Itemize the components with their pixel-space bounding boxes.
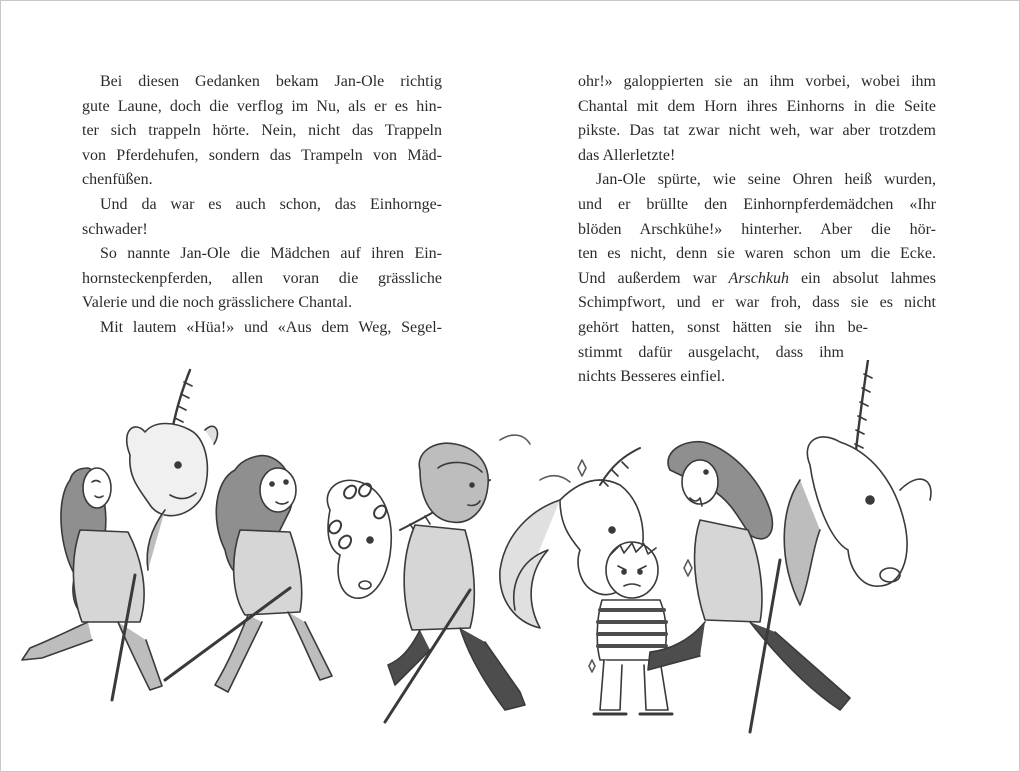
right-text-line: Chantal mit dem Horn ihres Einhorns in die Seite xyxy=(578,97,936,115)
left-text-column xyxy=(82,70,442,341)
left-text-line: von Pferdehufen, sondern das Trampeln von Mäd- xyxy=(82,146,442,164)
right-text-line: ohr!» galoppierten sie an ihm vorbei, wobei ihm xyxy=(578,73,936,90)
right-text-line: das Allerletzte! xyxy=(578,146,676,164)
left-text-line: Mit lautem «Hüa!» und «Aus dem Weg, Segel- xyxy=(100,318,442,336)
right-text-line: nichts Besseres einfiel. xyxy=(578,368,726,386)
left-text-line: Bei diesen Gedanken bekam Jan-Ole richtig xyxy=(100,73,442,90)
right-text-line: Und außerdem war Arschkuh ein absolut lahmes xyxy=(578,269,936,287)
right-text-line: gehört hatten, sonst hätten sie ihn be- xyxy=(578,318,868,336)
unicorn-riders-illustration xyxy=(0,360,1020,772)
unicorn-head-1 xyxy=(127,370,218,570)
left-text-line: gute Laune, doch die verflog im Nu, als er es hin- xyxy=(82,97,442,115)
girl-rider-1 xyxy=(22,468,162,700)
right-text-line: ten es nicht, denn sie waren schon um die Ecke. xyxy=(578,245,936,263)
right-text-line: stimmt dafür ausgelacht, dass ihm xyxy=(578,343,844,361)
left-text-line: So nannte Jan-Ole die Mädchen auf ihren Ein- xyxy=(100,245,442,263)
right-text-line: pikste. Das tat zwar nicht weh, war aber trotzdem xyxy=(578,122,936,140)
left-text-line: Valerie und die noch grässlichere Chantal. xyxy=(82,294,353,312)
left-text-line: chenfüßen. xyxy=(82,171,153,189)
left-text-line: schwader! xyxy=(82,220,148,238)
right-text-line: und er brüllte den Einhornpferdemädchen «Ihr xyxy=(578,195,936,213)
boy-jan-ole xyxy=(594,542,672,714)
right-text-line: Schimpfwort, und er war froh, dass sie es nicht xyxy=(578,294,936,312)
left-text-line: hornsteckenpferden, allen voran die grässliche xyxy=(82,269,442,287)
left-text-line: ter sich trappeln hörte. Nein, nicht das Trappeln xyxy=(82,122,442,140)
right-text-line: Jan-Ole spürte, wie seine Ohren heiß wurden, xyxy=(596,171,936,189)
right-text-line: blöden Arschkühe!» hinterher. Aber die hör- xyxy=(578,220,936,238)
unicorn-head-4 xyxy=(784,360,931,605)
left-text-line: Und da war es auch schon, das Einhornge- xyxy=(100,195,442,213)
right-text-column xyxy=(578,70,936,390)
